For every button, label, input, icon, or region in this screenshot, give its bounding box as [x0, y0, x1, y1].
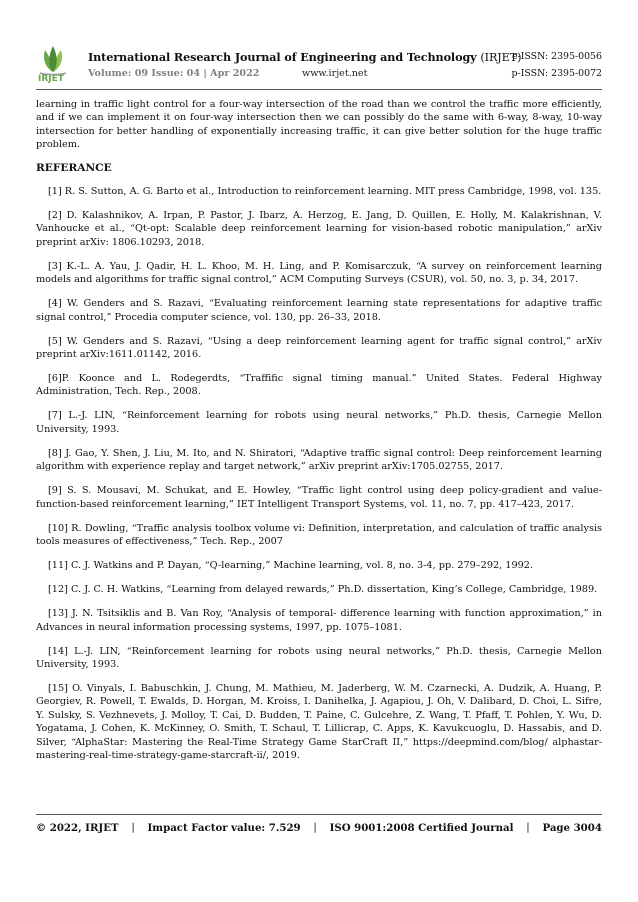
reference-item: [1] R. S. Sutton, A. G. Barto et al., Introduction to reinforcement learning. MIT press Cambridge, 1998, vol. 135. [48, 186, 602, 198]
reference-item: [13] J. N. Tsitsiklis and B. Van Roy, “Analysis of temporal- difference learning with function approximation,” in Advances in neural information processing systems, 1997, pp. 1075–1081. [36, 608, 602, 633]
journal-abbr: (IRJET) [480, 51, 522, 64]
page-footer [36, 822, 602, 834]
irjet-logo [36, 42, 70, 86]
reference-item: [12] C. J. C. H. Watkins, “Learning from delayed rewards,” Ph.D. dissertation, King’s College, Cambridge, 1989. [48, 584, 598, 596]
section-title: REFERANCE [36, 161, 112, 174]
reference-item: [6]P. Koonce and L. Rodegerdts, “Traffific signal timing manual.” United States. Federal Highway Administration, Tech. Rep., 2008. [36, 373, 602, 398]
volume-issue: Volume: 09 Issue: 04 | Apr 2022 [88, 68, 260, 79]
page-body [36, 98, 602, 773]
reference-item: [9] S. S. Mousavi, M. Schukat, and E. Howley, “Traffic light control using deep policy-gradient and value-function-based reinforcement learning,” IET Intelligent Transport Systems, vol. 11, no. 7, pp. 417–423, 2017. [36, 485, 602, 510]
reference-item: [8] J. Gao, Y. Shen, J. Liu, M. Ito, and N. Shiratori, “Adaptive traffic signal control: Deep reinforcement learning algorithm with experience replay and target network,” arXiv preprint arXiv:1705.02755, 2017. [36, 447, 602, 473]
reference-item: [3] K.-L. A. Yau, J. Qadir, H. L. Khoo, M. H. Ling, and P. Komisarczuk, “A survey on reinforcement learning models and algorithms for traffic signal control,” ACM Computing Surveys (CSUR), vol. 50, no. 3, p. 34, 2017. [36, 260, 602, 286]
footer-separator: | [526, 822, 530, 833]
reference-item: [2] D. Kalashnikov, A. Irpan, P. Pastor, J. Ibarz, A. Herzog, E. Jang, D. Quillen, E. Holly, M. Kalakrishnan, V. Vanhoucke et al., “Qt-opt: Scalable deep reinforcement learning for vision-based robotic manipulation,” arXiv preprint arXiv: 1806.10293, 2018. [36, 210, 602, 248]
footer-iso: ISO 9001:2008 Certified Journal [329, 822, 514, 834]
reference-item: [7] L.-J. LIN, “Reinforcement learning for robots using neural networks,” Ph.D. thesis, Carnegie Mellon University, 1993. [36, 410, 602, 435]
footer-separator: | [313, 822, 317, 833]
reference-item: [11] C. J. Watkins and P. Dayan, “Q-learning,” Machine learning, vol. 8, no. 3-4, pp. 279–292, 1992. [48, 560, 534, 572]
intro-paragraph: learning in traffic light control for a four-way intersection of the road than we control the traffic more efficiently, and if we can implement it on four-way intersection then we can possibly do the same with 6-way, 8-way, 10-way intersection for better handling of exponentially increasing traffic, it can give better solution for the huge traffic problem. [36, 99, 602, 151]
reference-item: [14] L.-J. LIN, “Reinforcement learning for robots using neural networks,” Ph.D. thesis, Carnegie Mellon University, 1993. [36, 645, 602, 670]
reference-item: [10] R. Dowling, “Traffic analysis toolbox volume vi: Definition, interpretation, and calculation of traffic analysis tools measures of effectiveness,” Tech. Rep., 2007 [36, 522, 602, 548]
e-issn: e-ISSN: 2395-0056 [512, 51, 602, 62]
footer-page-number: Page 3004 [542, 822, 602, 834]
page-header [36, 40, 602, 88]
footer-separator: | [131, 822, 135, 833]
journal-title [88, 50, 521, 64]
reference-item: [4] W. Genders and S. Razavi, “Evaluating reinforcement learning state representations for adaptive traffic signal control,” Procedia computer science, vol. 130, pp. 26–33, 2018. [36, 298, 602, 323]
header-divider [36, 89, 602, 90]
p-issn: p-ISSN: 2395-0072 [511, 68, 602, 79]
journal-website[interactable]: www.irjet.net [302, 68, 368, 79]
footer-impact-factor: Impact Factor value: 7.529 [147, 822, 301, 834]
logo-text: IRJET [38, 74, 64, 84]
reference-item: [5] W. Genders and S. Razavi, “Using a deep reinforcement learning agent for traffic signal control,” arXiv preprint arXiv:1611.01142, 2016. [36, 335, 602, 361]
reference-item: [15] O. Vinyals, I. Babuschkin, J. Chung, M. Mathieu, M. Jaderberg, W. M. Czarnecki, A. Dudzik, A. Huang, P. Georgiev, R. Powell, T. Ewalds, D. Horgan, M. Kroiss, I. Danihelka, J. Agapiou, J. Oh, V. Dalibard, D. Choi, L. Sifre, Y. Sulsky, S. Vezhnevets, J. Molloy, T. Cai, D. Budden, T. Paine, C. Gulcehre, Z. Wang, T. Pfaff, T. Pohlen, Y. Wu, D. Yogatama, J. Cohen, K. McKinney, O. Smith, T. Schaul, T. Lillicrap, C. Apps, K. Kavukcuoglu, D. Hassabis, and D. Silver, “AlphaStar: Mastering the Real-Time Strategy Game StarCraft II,” https://deepmind.com/blog/ alphastar-mastering-real-time-strategy-game-starcraft-ii/, 2019. [36, 682, 602, 761]
footer-copyright: © 2022, IRJET [36, 822, 119, 834]
footer-divider [36, 814, 602, 815]
reference-list [36, 185, 602, 762]
journal-name: International Research Journal of Engineering and Technology [88, 50, 477, 64]
